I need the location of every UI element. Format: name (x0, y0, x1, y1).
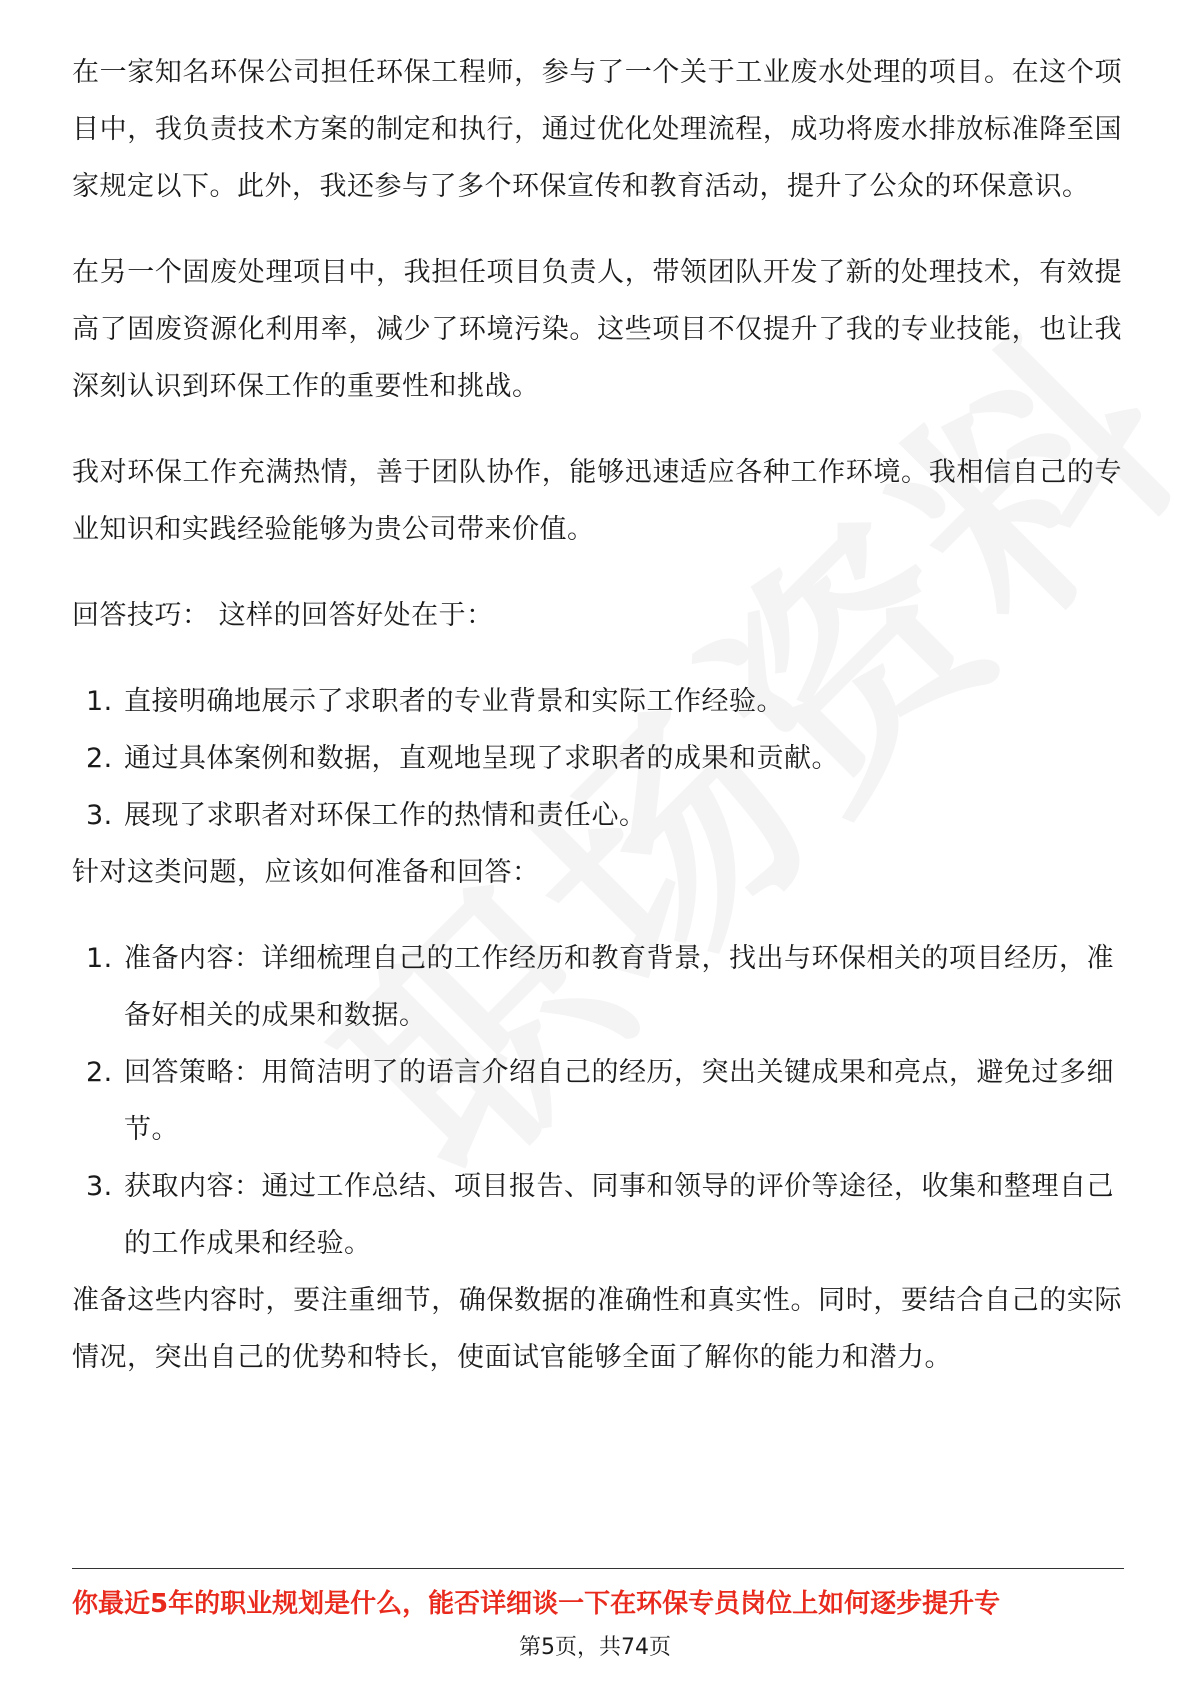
list-item (72, 930, 1122, 1044)
list-item-number: 2. (86, 1057, 113, 1088)
list-item (72, 1044, 1122, 1158)
list-item-text: 通过具体案例和数据，直观地呈现了求职者的成果和贡献。 (124, 743, 839, 774)
preparation-list (72, 930, 1122, 1272)
paragraph-enthusiasm: 我对环保工作充满热情，善于团队协作，能够迅速适应各种工作环境。我相信自己的专业知识和实践经验能够为贵公司带来价值。 (72, 457, 1122, 545)
list-item-number: 1. (86, 686, 113, 717)
answer-tips-list (72, 673, 1122, 844)
preparation-heading: 针对这类问题，应该如何准备和回答： (72, 857, 540, 888)
paragraph-work-experience: 在一家知名环保公司担任环保工程师，参与了一个关于工业废水处理的项目。在这个项目中，我负责技术方案的制定和执行，通过优化处理流程，成功将废水排放标准降至国家规定以下。此外，我还参与了多个环保宣传和教育活动，提升了公众的环保意识。 (72, 57, 1122, 202)
list-item-number: 3. (86, 1171, 113, 1202)
list-item-number: 2. (86, 743, 113, 774)
list-item (72, 787, 1122, 844)
list-item-text: 展现了求职者对环保工作的热情和责任心。 (124, 800, 647, 831)
list-item (72, 1158, 1122, 1272)
list-item (72, 673, 1122, 730)
list-item-text: 回答策略：用简洁明了的语言介绍自己的经历，突出关键成果和亮点，避免过多细节。 (124, 1057, 1114, 1145)
list-item-number: 1. (86, 943, 113, 974)
footer-divider (72, 1568, 1124, 1569)
list-item-number: 3. (86, 800, 113, 831)
next-question-heading: 你最近5年的职业规划是什么，能否详细谈一下在环保专员岗位上如何逐步提升专 (72, 1589, 1001, 1619)
list-item-text: 直接明确地展示了求职者的专业背景和实际工作经验。 (124, 686, 784, 717)
page-content (72, 44, 1122, 1386)
page-number: 第5页，共74页 (519, 1635, 671, 1660)
list-item (72, 730, 1122, 787)
paragraph-solid-waste-project: 在另一个固废处理项目中，我担任项目负责人，带领团队开发了新的处理技术，有效提高了固废资源化利用率，减少了环境污染。这些项目不仅提升了我的专业技能，也让我深刻认识到环保工作的重要性和挑战。 (72, 257, 1122, 402)
answer-tips-heading: 回答技巧： 这样的回答好处在于： (72, 600, 494, 631)
list-item-text: 获取内容：通过工作总结、项目报告、同事和领导的评价等途径，收集和整理自己的工作成果和经验。 (124, 1171, 1114, 1259)
list-item-text: 准备内容：详细梳理自己的工作经历和教育背景，找出与环保相关的项目经历，准备好相关的成果和数据。 (124, 943, 1114, 1031)
paragraph-preparation-notes: 准备这些内容时，要注重细节，确保数据的准确性和真实性。同时，要结合自己的实际情况，突出自己的优势和特长，使面试官能够全面了解你的能力和潜力。 (72, 1285, 1122, 1373)
